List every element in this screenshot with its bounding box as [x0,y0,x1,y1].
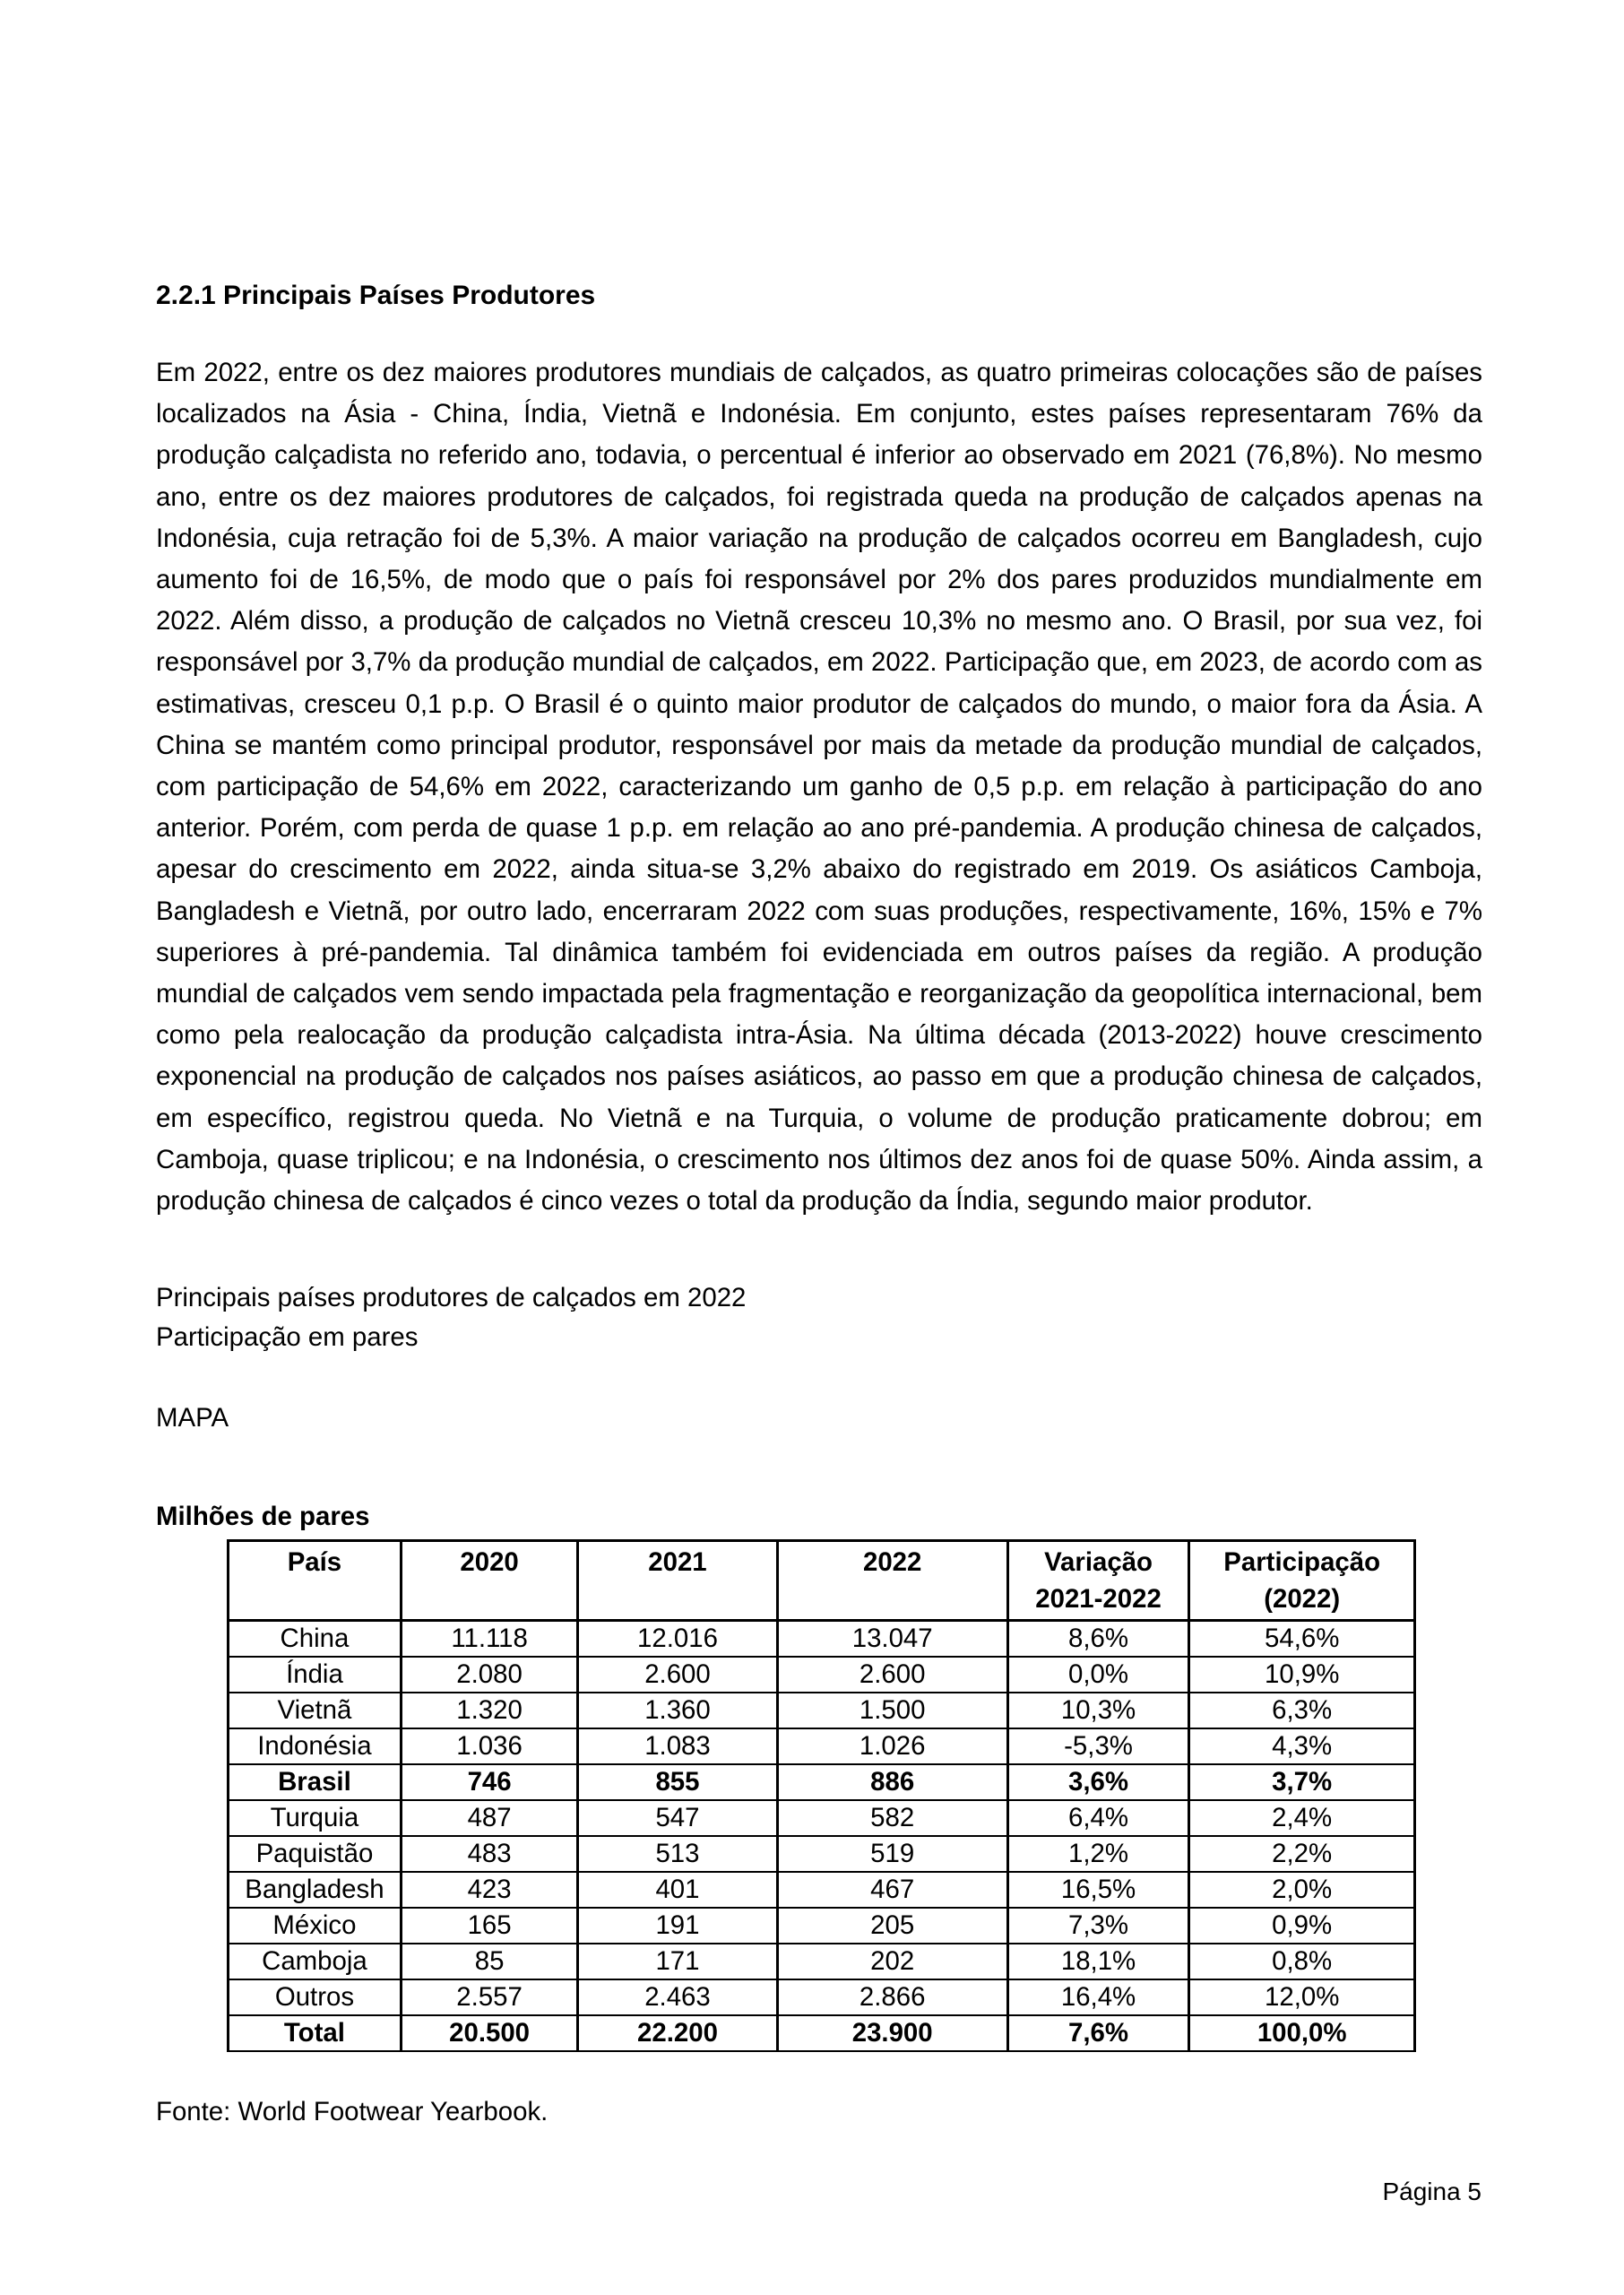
cell-2021: 191 [578,1908,777,1944]
cell-2020: 2.557 [401,1979,577,2015]
cell-variation: 7,6% [1007,2015,1189,2051]
cell-2021: 12.016 [578,1621,777,1658]
cell-2021: 401 [578,1872,777,1908]
cell-country: Outros [229,1979,402,2015]
table-row [229,1621,1415,1658]
cell-2021: 171 [578,1944,777,1979]
cell-country: Camboja [229,1944,402,1979]
cell-2021: 2.600 [578,1657,777,1693]
cell-2021: 513 [578,1836,777,1872]
table-row [229,1908,1415,1944]
cell-2020: 11.118 [401,1621,577,1658]
cell-share: 2,4% [1189,1800,1415,1836]
body-paragraph: Em 2022, entre os dez maiores produtores mundiais de calçados, as quatro primeiras colocações são de países localizados na Ásia - China, Índia, Vietnã e Indonésia. Em conjunto, estes países representaram 76% da produção calçadista no referido ano, todavia, o percentual é inferior ao observado em 2021 (76,8%). No mesmo ano, entre os dez maiores produtores de calçados, foi registrada queda na produção de calçados apenas na Indonésia, cuja retração foi de 5,3%. A maior variação na produção de calçados ocorreu em Bangladesh, cujo aumento foi de 16,5%, de modo que o país foi responsável por 2% dos pares produzidos mundialmente em 2022. Além disso, a produção de calçados no Vietnã cresceu 10,3% no mesmo ano. O Brasil, por sua vez, foi responsável por 3,7% da produção mundial de calçados, em 2022. Participação que, em 2023, de acordo com as estimativas, cresceu 0,1 p.p. O Brasil é o quinto maior produtor de calçados do mundo, o maior fora da Ásia. A China se mantém como principal produtor, responsável por mais da metade da produção mundial de calçados, com participação de 54,6% em 2022, caracterizando um ganho de 0,5 p.p. em relação à participação do ano anterior. Porém, com perda de quase 1 p.p. em relação ao ano pré-pandemia. A produção chinesa de calçados, apesar do crescimento em 2022, ainda situa-se 3,2% abaixo do registrado em 2019. Os asiáticos Camboja, Bangladesh e Vietnã, por outro lado, encerraram 2022 com suas produções, respectivamente, 16%, 15% e 7% superiores à pré-pandemia. Tal dinâmica também foi evidenciada em outros países da região. A produção mundial de calçados vem sendo impactada pela fragmentação e reorganização da geopolítica internacional, bem como pela realocação da produção calçadista intra-Ásia. Na última década (2013-2022) houve crescimento exponencial na produção de calçados nos países asiáticos, ao passo em que a produção chinesa de calçados, em específico, registrou queda. No Vietnã e na Turquia, o volume de produção praticamente dobrou; em Camboja, quase triplicou; e na Indonésia, o crescimento nos últimos dez anos foi de quase 50%. Ainda assim, a produção chinesa de calçados é cinco vezes o total da produção da Índia, segundo maior produtor. [156,358,1482,1217]
cell-variation: 18,1% [1007,1944,1189,1979]
cell-share: 4,3% [1189,1728,1415,1764]
cell-variation: 1,2% [1007,1836,1189,1872]
cell-variation: -5,3% [1007,1728,1189,1764]
production-table [227,1539,1416,2052]
cell-variation: 3,6% [1007,1764,1189,1800]
cell-share: 0,8% [1189,1944,1415,1979]
cell-variation: 0,0% [1007,1657,1189,1693]
cell-2021: 547 [578,1800,777,1836]
table-row [229,1728,1415,1764]
cell-2022: 2.600 [777,1657,1007,1693]
cell-variation: 10,3% [1007,1693,1189,1728]
cell-2022: 519 [777,1836,1007,1872]
cell-2022: 2.866 [777,1979,1007,2015]
cell-share: 54,6% [1189,1621,1415,1658]
cell-country: Turquia [229,1800,402,1836]
cell-2022: 886 [777,1764,1007,1800]
cell-share: 6,3% [1189,1693,1415,1728]
cell-2021: 2.463 [578,1979,777,2015]
figure-caption-title: Principais países produtores de calçados em 2022 [156,1283,747,1312]
header-2022: 2022 [777,1541,1007,1621]
cell-2020: 165 [401,1908,577,1944]
cell-2022: 205 [777,1908,1007,1944]
cell-share: 2,2% [1189,1836,1415,1872]
cell-variation: 6,4% [1007,1800,1189,1836]
table-row [229,1944,1415,1979]
cell-2020: 2.080 [401,1657,577,1693]
figure-caption-subtitle: Participação em pares [156,1322,419,1352]
cell-2022: 23.900 [777,2015,1007,2051]
cell-2020: 423 [401,1872,577,1908]
cell-2021: 855 [578,1764,777,1800]
header-2021: 2021 [578,1541,777,1621]
cell-share: 100,0% [1189,2015,1415,2051]
cell-2020: 1.320 [401,1693,577,1728]
table-header-row [229,1541,1415,1621]
table-row [229,1693,1415,1728]
cell-country: México [229,1908,402,1944]
header-2020: 2020 [401,1541,577,1621]
cell-share: 2,0% [1189,1872,1415,1908]
cell-country: China [229,1621,402,1658]
table-body [229,1621,1415,2052]
cell-2021: 22.200 [578,2015,777,2051]
cell-2021: 1.083 [578,1728,777,1764]
header-country: País [229,1541,402,1621]
cell-2022: 467 [777,1872,1007,1908]
cell-2022: 1.500 [777,1693,1007,1728]
cell-share: 12,0% [1189,1979,1415,2015]
cell-country: Brasil [229,1764,402,1800]
cell-country: Índia [229,1657,402,1693]
table-row [229,1800,1415,1836]
cell-variation: 16,5% [1007,1872,1189,1908]
table-row [229,1764,1415,1800]
cell-2022: 582 [777,1800,1007,1836]
cell-share: 10,9% [1189,1657,1415,1693]
cell-2020: 85 [401,1944,577,1979]
cell-country: Paquistão [229,1836,402,1872]
table-row [229,1872,1415,1908]
cell-country: Bangladesh [229,1872,402,1908]
cell-2022: 13.047 [777,1621,1007,1658]
page-number: Página 5 [1382,2178,1481,2205]
cell-2020: 487 [401,1800,577,1836]
cell-country: Indonésia [229,1728,402,1764]
cell-2020: 483 [401,1836,577,1872]
map-placeholder: MAPA [156,1403,229,1433]
cell-2020: 20.500 [401,2015,577,2051]
cell-2020: 1.036 [401,1728,577,1764]
table-units-label: Milhões de pares [156,1502,370,1531]
header-variation: Variação 2021-2022 [1007,1541,1189,1621]
cell-2021: 1.360 [578,1693,777,1728]
table-source: Fonte: World Footwear Yearbook. [156,2097,549,2126]
cell-variation: 7,3% [1007,1908,1189,1944]
table-row [229,1657,1415,1693]
cell-share: 3,7% [1189,1764,1415,1800]
cell-country: Total [229,2015,402,2051]
cell-2022: 1.026 [777,1728,1007,1764]
section-heading: 2.2.1 Principais Países Produtores [156,281,596,310]
cell-variation: 16,4% [1007,1979,1189,2015]
table-row [229,2015,1415,2051]
header-share: Participação (2022) [1189,1541,1415,1621]
cell-2020: 746 [401,1764,577,1800]
cell-share: 0,9% [1189,1908,1415,1944]
table-row [229,1836,1415,1872]
cell-2022: 202 [777,1944,1007,1979]
table-row [229,1979,1415,2015]
cell-variation: 8,6% [1007,1621,1189,1658]
cell-country: Vietnã [229,1693,402,1728]
